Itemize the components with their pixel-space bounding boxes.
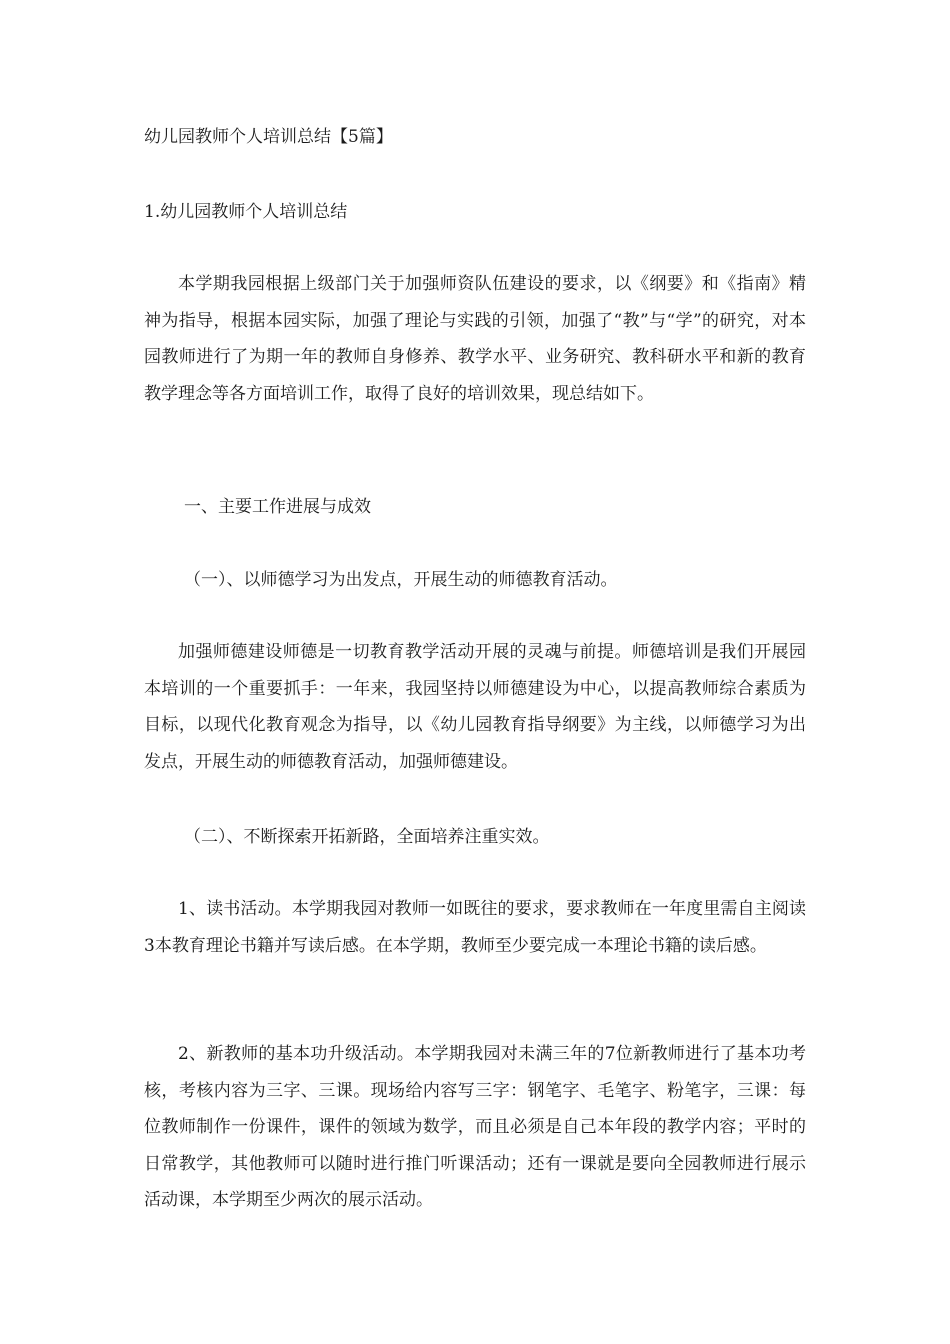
- heading-ethics: （一）、以师德学习为出发点，开展生动的师德教育活动。: [184, 570, 618, 590]
- ethics-paragraph: 加强师德建设师德是一切教育教学活动开展的灵魂与前提。师德培训是我们开展园本培训的一个重要抓手：一年来，我园坚持以师德建设为中心，以提高教师综合素质为目标，以现代化教育观念为指导，以《幼儿园教育指导纲要》为主线，以师德学习为出发点，开展生动的师德教育活动，加强师德建设。: [144, 642, 806, 772]
- heading-main-progress: 一、主要工作进展与成效: [184, 497, 371, 517]
- new-teacher-paragraph: 2、新教师的基本功升级活动。本学期我园对未满三年的7位新教师进行了基本功考核，考核内容为三字、三课。现场给内容写三字：钢笔字、毛笔字、粉笔字，三课：每位教师制作一份课件，课件的领域为数学，而且必须是自己本年段的教学内容；平时的日常教学，其他教师可以随时进行推门听课活动；还有一课就是要向全园教师进行展示活动课，本学期至少两次的展示活动。: [144, 1044, 806, 1211]
- intro-paragraph: 本学期我园根据上级部门关于加强师资队伍建设的要求，以《纲要》和《指南》精神为指导，根据本园实际，加强了理论与实践的引领，加强了“教”与“学”的研究，对本园教师进行了为期一年的教师自身修养、教学水平、业务研究、教科研水平和新的教育教学理念等各方面培训工作，取得了良好的培训效果，现总结如下。: [144, 274, 806, 404]
- heading-explore: （二）、不断探索开拓新路，全面培养注重实效。: [184, 827, 550, 847]
- section-title: 1.幼儿园教师个人培训总结: [144, 202, 348, 222]
- reading-paragraph: 1、读书活动。本学期我园对教师一如既往的要求，要求教师在一年度里需自主阅读3本教育理论书籍并写读后感。在本学期，教师至少要完成一本理论书籍的读后感。: [144, 899, 806, 956]
- document-title: 幼儿园教师个人培训总结【5篇】: [144, 127, 393, 147]
